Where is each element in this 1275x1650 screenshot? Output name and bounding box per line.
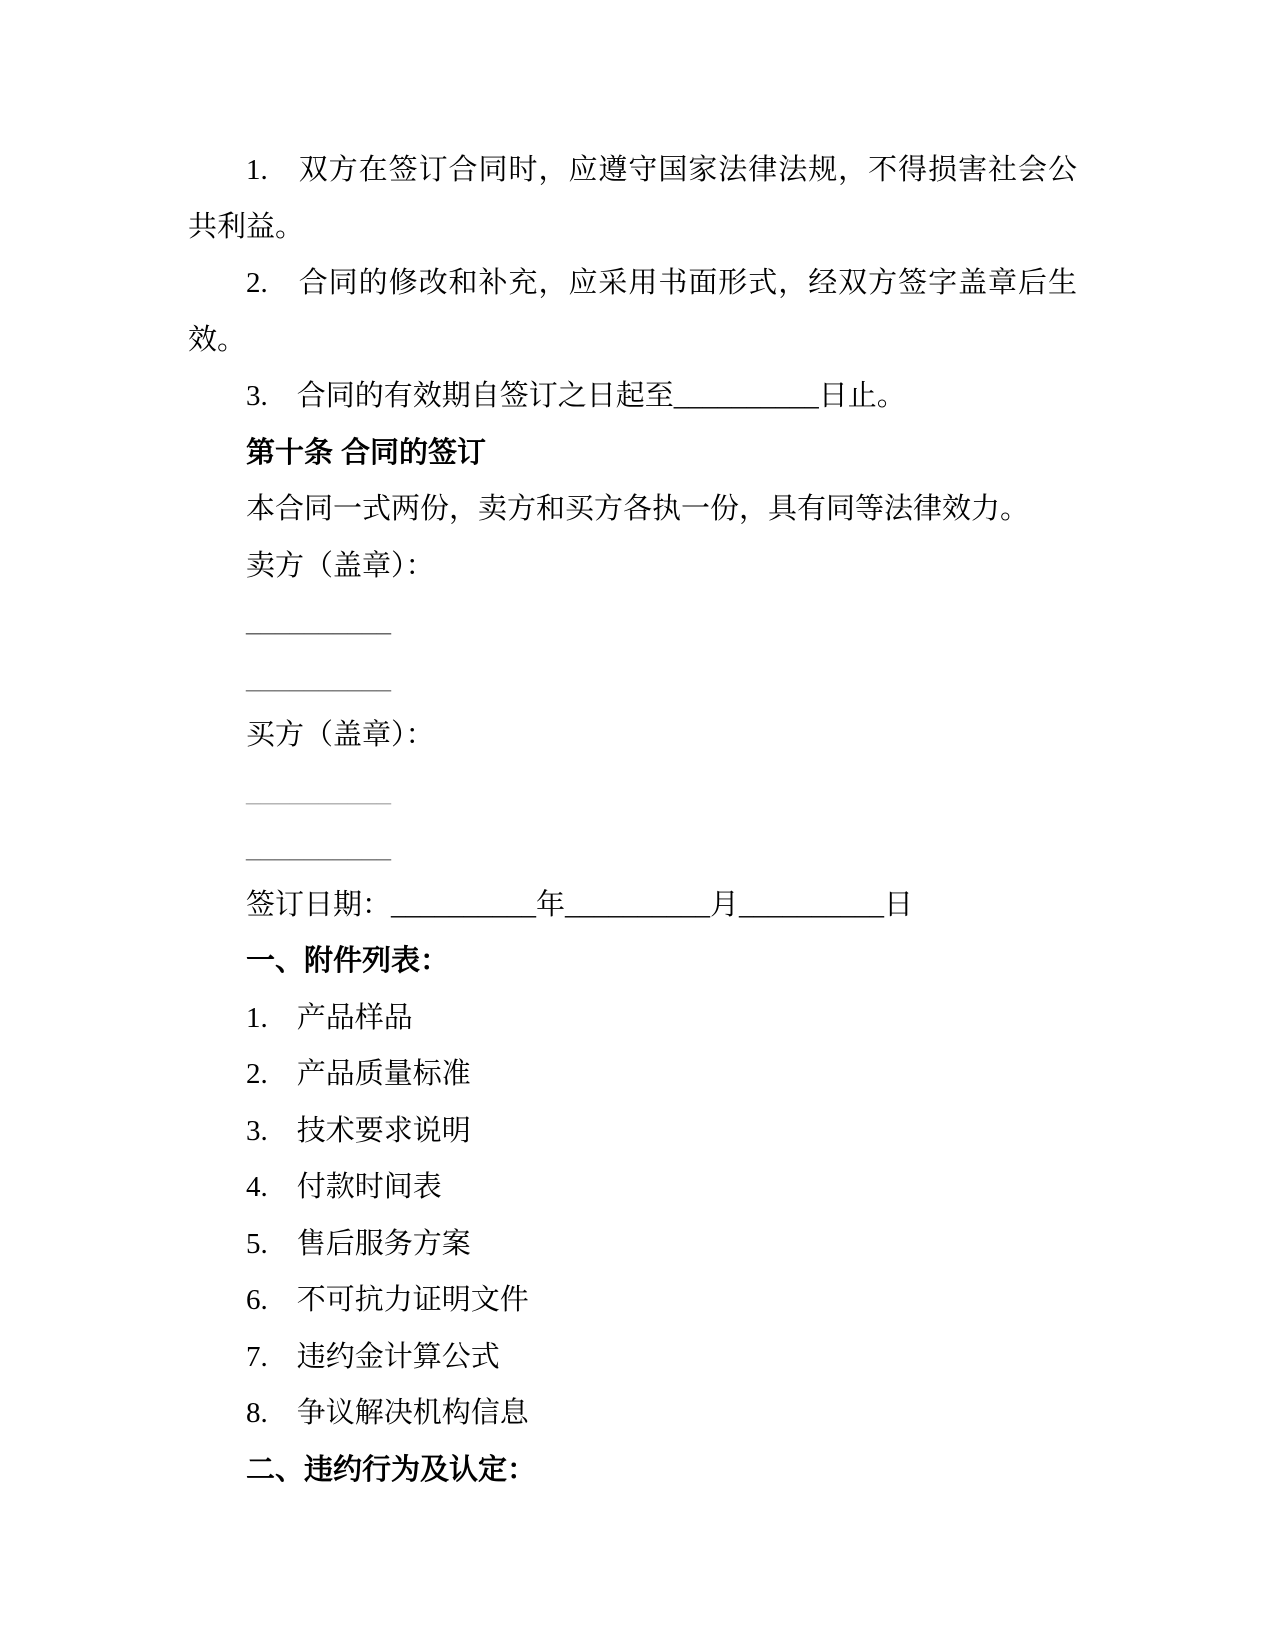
article-ten-heading: 第十条 合同的签订 (246, 436, 487, 469)
attachment-item-3: 3. 技术要求说明 (246, 1114, 471, 1147)
general-clause-1: 1. 双方在签订合同时，应遵守国家法律法规，不得损害社会公共利益。 (188, 154, 1077, 243)
buyer-seal-label: 买方（盖章）： (246, 719, 435, 751)
signing-date-line: 签订日期：__________年__________月__________日 (246, 888, 914, 921)
general-clause-3: 3. 合同的有效期自签订之日起至__________日止。 (246, 380, 906, 412)
seller-signature-line-2: __________ (246, 662, 391, 695)
breach-section-heading: 二、违约行为及认定： (246, 1453, 537, 1486)
attachment-item-5: 5. 售后服务方案 (246, 1227, 471, 1260)
attachment-item-8: 8. 争议解决机构信息 (246, 1397, 529, 1429)
seller-signature-line-1: __________ (246, 606, 391, 638)
article-ten-body: 本合同一式两份，卖方和买方各执一份，具有同等法律效力。 (246, 493, 1030, 525)
general-clause-2: 2. 合同的修改和补充，应采用书面形式，经双方签字盖章后生效。 (188, 267, 1077, 356)
attachment-item-4: 4. 付款时间表 (246, 1171, 442, 1203)
attachment-item-1: 1. 产品样品 (246, 1001, 413, 1034)
attachment-item-6: 6. 不可抗力证明文件 (246, 1284, 529, 1316)
seller-seal-label: 卖方（盖章）： (246, 549, 435, 582)
buyer-signature-line-2: __________ (246, 832, 391, 864)
attachment-item-7: 7. 违约金计算公式 (246, 1340, 500, 1373)
attachments-heading: 一、附件列表： (246, 945, 450, 977)
buyer-signature-line-1: __________ (246, 775, 391, 808)
attachment-item-2: 2. 产品质量标准 (246, 1058, 471, 1090)
